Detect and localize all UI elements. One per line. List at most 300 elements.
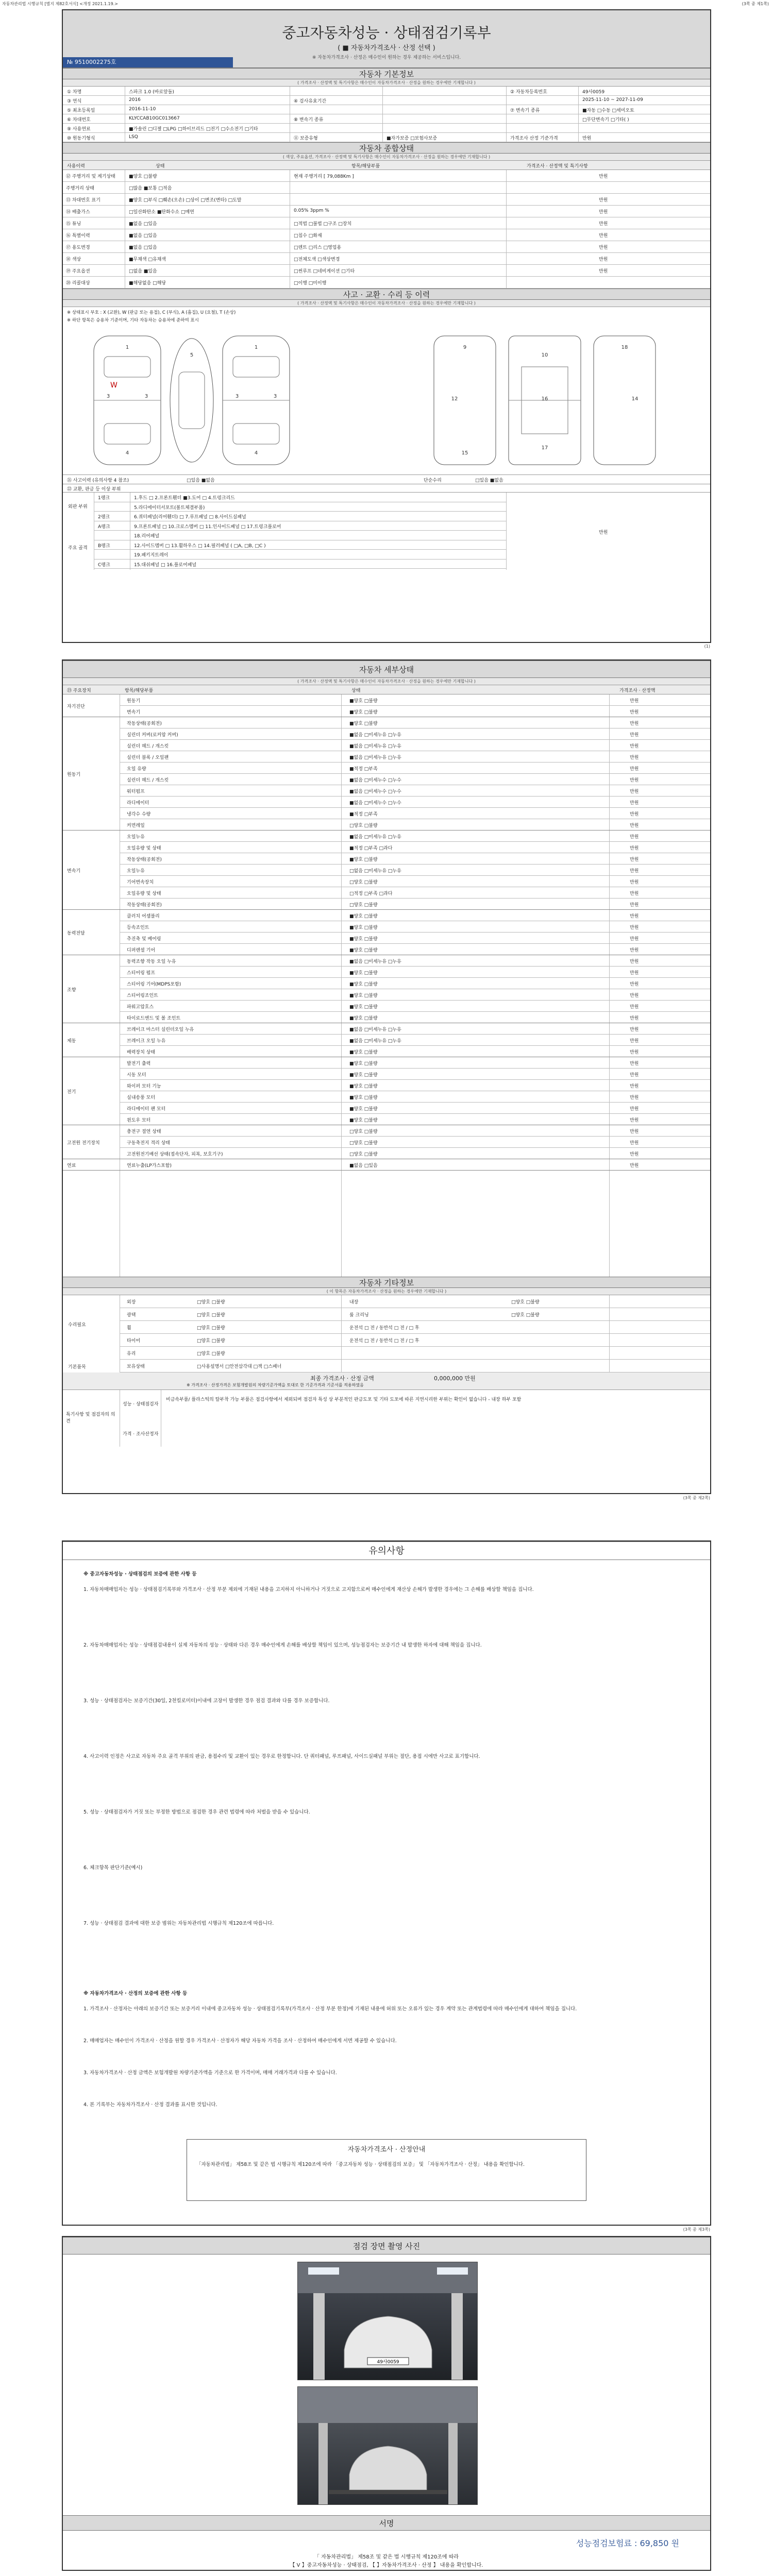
other-item-name: 외장 xyxy=(127,1300,136,1305)
detail-state: ■양호 □불량 xyxy=(349,971,378,976)
other-item-name: 타이어 xyxy=(127,1338,141,1344)
other-heading: 자동차 기타정보 xyxy=(63,1277,710,1288)
diagram-part-number: 12 xyxy=(451,396,458,402)
detail-part: 동력조향 작동 오일 누유 xyxy=(127,959,176,964)
other-item-name-2: 룸 크리닝 xyxy=(349,1313,369,1318)
detail-row xyxy=(120,1103,710,1114)
other-row xyxy=(120,1360,710,1372)
basic-v1: 2016-11-10 xyxy=(129,107,156,112)
total-price-note: ※ 가격조사 · 산정가격은 보험개발원의 차량기준가액을 토대로 한 기준가격과 기준서를 적용하였음 xyxy=(187,1383,364,1387)
detail-row xyxy=(120,808,710,819)
detail-table xyxy=(63,694,710,1277)
detail-state: ■양호 □불량 xyxy=(349,710,378,715)
basic-info-row xyxy=(63,96,710,105)
detail-row xyxy=(120,1046,710,1057)
other-row xyxy=(120,1334,710,1347)
detail-price: 만원 xyxy=(630,1129,639,1134)
summary-item-state: ■없음 □있음 xyxy=(129,222,157,227)
detail-row xyxy=(120,989,710,1001)
summary-table xyxy=(63,170,710,289)
basic-l2: ④ 검사유효기간 xyxy=(294,99,327,104)
summary-item-name: ⑫ 주행거리 및 계기상태 xyxy=(66,174,115,179)
detail-state: ■없음 □미세누수 □누수 xyxy=(349,778,401,783)
accident-legend xyxy=(63,307,710,326)
basic-l1: ③ 연식 xyxy=(67,99,82,104)
diagram-part-number: 3 xyxy=(144,394,148,399)
detail-part: 파워고압호스 xyxy=(127,1005,154,1010)
inspection-photo-front xyxy=(297,2262,478,2380)
basic-l2: ⑧ 변속기 종류 xyxy=(294,117,324,123)
rank-items: 5.라디에이터서포트(볼트체결부품) xyxy=(134,505,205,511)
detail-row xyxy=(120,944,710,955)
rank-row xyxy=(94,560,506,569)
detail-part: 등속조인트 xyxy=(127,925,149,930)
signature-line-1: 「 자동차관리법」 제58조 및 같은 법 시행규칙 제120조에 따라 xyxy=(314,2554,459,2560)
detail-group-divider xyxy=(63,1170,710,1171)
other-item-name: 보유상태 xyxy=(127,1364,145,1369)
detail-state: ■양호 □불량 xyxy=(349,1084,378,1089)
note-paragraph-2: 1. 가격조사 · 산정자는 아래의 보증기간 또는 보증거리 이내에 중고자동차 성능 · 상태점검기록부(가격조사 · 산정 부분 한정)에 기재된 내용에 허위 또는 오류가 있는 경우 계약 또는 관계법령에 따라 매수인에게 대하여 책임을 집니다. xyxy=(83,2006,577,2012)
inspector-label: 성능 · 상태점검자 xyxy=(123,1402,159,1407)
detail-price: 만원 xyxy=(630,1118,639,1123)
detail-row xyxy=(120,865,710,876)
notes-sub2: ※ 자동차가격조사 · 산정의 보증에 관한 사항 등 xyxy=(83,1991,188,1996)
detail-price: 만원 xyxy=(630,993,639,998)
basic-info-row xyxy=(63,114,710,124)
detail-row xyxy=(120,1159,710,1171)
detail-price: 만원 xyxy=(630,733,639,738)
diagram-part-number: 9 xyxy=(463,345,467,350)
detail-price: 만원 xyxy=(630,937,639,942)
detail-part: 오일누유 xyxy=(127,835,145,840)
summary-item-state: □많음 ■보통 □적음 xyxy=(129,186,172,191)
diagram-part-number: 1 xyxy=(254,345,258,350)
page-one xyxy=(62,9,711,643)
summary-row xyxy=(63,253,710,265)
basic-info-row xyxy=(63,105,710,114)
detail-state: ■양호 □불량 xyxy=(349,1107,378,1112)
other-note: ( 이 항목은 자동차가격조사 · 산정을 원하는 경우에만 기재합니다 ) xyxy=(63,1288,710,1295)
detail-group-name: 동력전달 xyxy=(67,931,85,936)
accident-legend-line1: ※ 상태표시 부호 : X (교환), W (판금 또는 용접), C (부식), A (흠집), U (요철), T (손상) xyxy=(67,310,236,315)
detail-price: 만원 xyxy=(630,801,639,806)
detail-price: 만원 xyxy=(630,835,639,840)
detail-part: 클러치 어셈블리 xyxy=(127,914,160,919)
basic-v3: 만원 xyxy=(582,136,592,141)
basic-info-row xyxy=(63,87,710,96)
photos-heading: 점검 장면 촬영 사진 xyxy=(63,2237,710,2255)
detail-group-name: 전기 xyxy=(67,1090,76,1095)
detail-price: 만원 xyxy=(630,1084,639,1089)
summary-item-detail: □이행 □미이행 xyxy=(294,281,327,286)
document-subtitle: ( ■ 자동차가격조사 · 산정 선택 ) xyxy=(338,44,435,52)
summary-row xyxy=(63,217,710,229)
summary-item-state: ■해당없음 □해당 xyxy=(129,281,166,286)
detail-part: 오일 유량 xyxy=(127,767,146,772)
page-count: (3쪽 중 제1쪽) xyxy=(742,2,769,6)
detail-price: 만원 xyxy=(630,710,639,715)
detail-row xyxy=(120,1023,710,1035)
detail-part: 작동상태(공회전) xyxy=(127,721,162,726)
basic-v3: 49사0059 xyxy=(582,90,605,95)
rank-name: 1랭크 xyxy=(98,496,110,501)
detail-part: 라디에이터 팬 모터 xyxy=(127,1107,166,1112)
detail-part: 커먼레일 xyxy=(127,823,145,828)
detail-part: 스티어링조인트 xyxy=(127,993,158,998)
basic-info-heading: 자동차 기본정보 xyxy=(63,68,710,79)
summary-item-detail: □썬루프 □네비게이션 □기타 xyxy=(294,269,355,274)
detail-state: ■양호 □불량 xyxy=(349,699,378,704)
detail-state: ■없음 □미세누유 □누유 xyxy=(349,1027,401,1032)
basic-items-label: 기본품목 xyxy=(68,1365,86,1370)
summary-heading: 자동차 종합상태 xyxy=(63,142,710,154)
detail-row xyxy=(120,796,710,808)
summary-item-state: ■양호 □부식 □훼손(오손) □상이 □변조(변타) □도말 xyxy=(129,198,242,203)
total-price-row xyxy=(63,1372,710,1390)
detail-row xyxy=(120,717,710,728)
summary-col-state: 상태 xyxy=(156,164,165,169)
basic-l1: ⑨ 사용연료 xyxy=(67,127,91,132)
basic-info-row xyxy=(63,124,710,133)
detail-state: ■양호 □불량 xyxy=(349,914,378,919)
page-one-number: (1) xyxy=(704,644,710,649)
appraisal-guide-text: 「자동차관리법」 제58조 및 같은 법 시행규칙 제120조에 따라 「중고자동차 성능 · 상태점검의 보증」 및 「자동차가격조사 · 산정」 내용을 확인합니다. xyxy=(196,2162,525,2167)
basic-l3: 가격조사 산정 기준가격 xyxy=(510,136,558,141)
simple-repair-label: 단순수리 xyxy=(424,478,442,483)
summary-item-price: 만원 xyxy=(599,210,608,215)
diagram-part-number: 14 xyxy=(631,396,638,402)
detail-part: 충전구 절연 상태 xyxy=(127,1129,161,1134)
detail-price: 만원 xyxy=(630,914,639,919)
summary-item-name: ⑮ 튜닝 xyxy=(66,222,81,227)
detail-part: 실린더 헤드 / 개스킷 xyxy=(127,744,169,749)
detail-part: 배력장치 상태 xyxy=(127,1050,156,1055)
summary-item-price: 만원 xyxy=(599,257,608,262)
rank-name: A랭크 xyxy=(98,524,110,530)
accident-price: 만원 xyxy=(599,530,608,535)
detail-price: 만원 xyxy=(630,880,639,885)
detail-price: 만원 xyxy=(630,744,639,749)
other-item-name: 유리 xyxy=(127,1351,136,1357)
diagram-part-number: 4 xyxy=(125,450,129,456)
detail-row xyxy=(120,831,710,842)
summary-item-state: ■양호 □불량 xyxy=(129,174,157,179)
summary-item-state: □일산화탄소 ■탄화수소 □매연 xyxy=(129,210,194,215)
detail-part: 윈도우 모터 xyxy=(127,1118,151,1123)
note-paragraph: 1. 자동차매매업자는 성능 · 상태점검기록부와 가격조사 · 산정 부분 제외에 기재된 내용을 고지하지 아니하거나 거짓으로 고지함으로써 매수인에게 재산상 손해가 발생한 경우에는 그 손해를 배상할 책임을 집니다. xyxy=(83,1587,534,1592)
rank-row xyxy=(94,493,506,502)
detail-price: 만원 xyxy=(630,925,639,930)
note-paragraph: 2. 자동차매매업자는 성능 · 상태점검내용이 실제 자동차의 성능 · 상태와 다른 경우 매수인에게 손해를 배상할 책임이 있으며, 성능점검자는 보증기간 내 발생한 하자에 대해 책임을 집니다. xyxy=(83,1642,482,1648)
rank-name: 2랭크 xyxy=(98,515,110,520)
rank-row xyxy=(94,521,506,531)
detail-row xyxy=(120,876,710,887)
detail-part: 변속기 xyxy=(127,710,141,715)
detail-row xyxy=(120,1125,710,1137)
summary-item-detail: □침수 □화재 xyxy=(294,233,322,239)
total-price-label: 최종 가격조사 · 산정 금액 xyxy=(310,1375,374,1382)
summary-item-detail: □전체도색 □색상변경 xyxy=(294,257,340,262)
diagram-part-number: 17 xyxy=(541,445,548,451)
appraiser-label: 가격 · 조사산정자 xyxy=(123,1432,159,1437)
basic-v1: KLYCCAB10GC013667 xyxy=(129,116,180,121)
basic-info-row xyxy=(63,133,710,142)
detail-state: ■없음 □미세누수 □누수 xyxy=(349,801,401,806)
detail-price: 만원 xyxy=(630,1039,639,1044)
accident-note: ( 가격조사 · 산정액 및 특기사항은 매수인이 자동차가격조사 · 산정을 원하는 경우에만 기재합니다 ) xyxy=(63,300,710,307)
appraisal-guide-box xyxy=(187,2139,586,2201)
detail-row xyxy=(120,1137,710,1148)
summary-item-state: ■무채색 □유채색 xyxy=(129,257,166,262)
detail-row xyxy=(120,819,710,831)
summary-col-price: 가격조사 · 산정액 및 특기사항 xyxy=(527,164,588,169)
detail-price: 만원 xyxy=(630,1141,639,1146)
frame-title-row xyxy=(63,484,710,493)
rank-items: 19.패키지트레이 xyxy=(134,553,169,558)
detail-price: 만원 xyxy=(630,971,639,976)
simple-repair-value: □있음 ■없음 xyxy=(475,478,503,483)
detail-row xyxy=(120,1148,710,1159)
form-legal-reference: 자동차관리법 시행규칙 [별지 제82호서식] <개정 2021.1.19.> xyxy=(2,2,118,6)
form-top-line xyxy=(0,0,773,7)
summary-item-name: ⑬ 차대번호 표기 xyxy=(66,198,100,203)
detail-col-part: 항목/해당부품 xyxy=(125,688,154,693)
detail-group-name: 변속기 xyxy=(67,869,81,874)
detail-state: □양호 □불량 xyxy=(349,1141,378,1146)
accident-history-value: □있음 ■없음 xyxy=(187,478,215,483)
summary-item-detail: 0.05% 3ppm % xyxy=(294,208,329,213)
accident-history-row xyxy=(63,475,710,484)
summary-item-price: 만원 xyxy=(599,198,608,203)
detail-part: 타이로드엔드 및 볼 조인트 xyxy=(127,1016,181,1021)
other-item-state: □양호 □불량 xyxy=(197,1300,225,1305)
summary-col-part: 항목/해당부품 xyxy=(351,164,380,169)
note-paragraph-2: 4. 본 기록부는 자동차가격조사 · 산정 결과를 표시한 것입니다. xyxy=(83,2102,217,2108)
page-four xyxy=(62,2236,711,2571)
detail-part: 오일누유 xyxy=(127,869,145,874)
summary-item-price: 만원 xyxy=(599,222,608,227)
document-note: ※ 자동차가격조사 · 산정은 매수인이 원하는 경우 제공하는 서비스입니다. xyxy=(312,55,461,60)
detail-row xyxy=(120,1057,710,1069)
detail-part: 시동 모터 xyxy=(127,1073,146,1078)
note-paragraph: 7. 성능 · 상태점검 결과에 대한 보증 범위는 자동차관리법 시행규칙 제120조에 따릅니다. xyxy=(83,1921,274,1926)
other-item-name-2: 내장 xyxy=(349,1300,359,1305)
detail-row xyxy=(120,785,710,796)
detail-price: 만원 xyxy=(630,1095,639,1100)
diagram-part-number: 3 xyxy=(273,394,277,399)
summary-item-price: 만원 xyxy=(599,174,608,179)
inspector-opinion: 비금속부품/ 플라스틱의 탈부착 가능 부품은 점검사항에서 제외되며 점검자 특성 상 부분적인 판금도포 및 기타 도포에 따른 지연시리한 부위는 확인이 없습니다 - 내장 하부 포함 xyxy=(166,1397,522,1402)
detail-state: ■적정 □부족 xyxy=(349,767,378,772)
other-item-state: □양호 □불량 xyxy=(197,1338,225,1344)
detail-row xyxy=(120,1035,710,1046)
basic-v3: 2025-11-10 ~ 2027-11-09 xyxy=(582,97,643,103)
other-row xyxy=(120,1308,710,1321)
summary-item-name: ⑳ 리콜대상 xyxy=(66,281,90,286)
page-three xyxy=(62,1540,711,2226)
detail-header xyxy=(63,685,710,694)
other-item-state: □사용설명서 □안전삼각대 □잭 □스패너 xyxy=(197,1364,282,1369)
detail-state: □양호 □불량 xyxy=(349,823,378,828)
rank-row xyxy=(94,531,506,540)
basic-v1: 스파크 1.0 (바로앞돌) xyxy=(129,90,174,95)
detail-price: 만원 xyxy=(630,1050,639,1055)
detail-row xyxy=(120,694,710,706)
detail-state: ■적정 □부족 xyxy=(349,812,378,817)
detail-price: 만원 xyxy=(630,789,639,794)
detail-row xyxy=(120,921,710,933)
detail-part: 오일유량 및 상태 xyxy=(127,846,161,851)
summary-item-name: ⑭ 배출가스 xyxy=(66,210,90,215)
detail-state: ■없음 □있음 xyxy=(349,1163,378,1168)
damage-mark-door: W xyxy=(110,381,117,389)
detail-state: ■없음 □미세누수 □누수 xyxy=(349,789,401,794)
detail-group-name: 자기진단 xyxy=(67,704,85,709)
basic-v1: 2016 xyxy=(129,97,141,103)
special-notes xyxy=(63,1390,710,1447)
rank-name: C랭크 xyxy=(98,562,110,568)
accident-history-label: ㉑ 사고이력 (유의사항 4 참조) xyxy=(67,478,129,483)
repair-needed-label: 수리필요 xyxy=(68,1323,86,1328)
detail-part: 원동기 xyxy=(127,699,141,704)
basic-l1: ⑤ 최초등록일 xyxy=(67,108,95,113)
detail-price: 만원 xyxy=(630,699,639,704)
detail-part: 작동상태(공회전) xyxy=(127,903,162,908)
detail-price: 만원 xyxy=(630,846,639,851)
page-three-number: (3쪽 중 제3쪽) xyxy=(683,2227,710,2232)
rank-items: 6.쿼터패널(리어휀더) □ 7.루프패널 □ 8.사이드실패널 xyxy=(134,515,246,520)
basic-info-table xyxy=(63,87,710,142)
signature-line-2: 【 V 】중고자동차성능 · 상태점검, 【 】자동차가격조사 · 산정 】 내용을 확인합니다. xyxy=(290,2563,483,2568)
photo-rear-illustration xyxy=(298,2387,478,2505)
summary-item-price: 만원 xyxy=(599,233,608,239)
detail-row xyxy=(120,1114,710,1125)
basic-l3: ② 자동차등록번호 xyxy=(510,90,547,95)
detail-price: 만원 xyxy=(630,891,639,896)
detail-state: ■양호 □불량 xyxy=(349,937,378,942)
detail-price: 만원 xyxy=(630,959,639,964)
summary-item-name: ⑲ 주요옵션 xyxy=(66,269,90,274)
detail-state: □양호 □불량 xyxy=(349,880,378,885)
basic-v3: ■자동 □수동 □세미오토 xyxy=(582,108,634,113)
detail-state: ■없음 □미세누유 □누유 xyxy=(349,1039,401,1044)
detail-price: 만원 xyxy=(630,982,639,987)
detail-row xyxy=(120,978,710,989)
detail-note: ( 가격조사 · 산정액 및 특기사항은 매수인이 자동차가격조사 · 산정을 원하는 경우에만 기재합니다 ) xyxy=(63,678,710,685)
detail-price: 만원 xyxy=(630,869,639,874)
frame-title: ㉒ 교환, 판금 등 이상 부위 xyxy=(67,487,121,492)
note-paragraph: 5. 성능 · 상태점검자가 거짓 또는 부정한 방법으로 점검한 경우 관련 법령에 따라 처벌을 받을 수 있습니다. xyxy=(83,1809,310,1815)
detail-price: 만원 xyxy=(630,1152,639,1157)
summary-row xyxy=(63,182,710,194)
summary-item-name: ⑱ 색상 xyxy=(66,257,81,262)
detail-part: 워터펌프 xyxy=(127,789,145,794)
outer-panel-label: 외판 부위 xyxy=(68,504,88,510)
detail-col-state: 상태 xyxy=(351,688,361,693)
other-row xyxy=(120,1347,710,1360)
other-table xyxy=(63,1295,710,1372)
detail-group-name: 고전원 전기장치 xyxy=(67,1141,100,1146)
detail-row xyxy=(120,706,710,717)
detail-row xyxy=(120,1091,710,1103)
detail-price: 만원 xyxy=(630,1107,639,1112)
detail-state: ■양호 □불량 xyxy=(349,1118,378,1123)
detail-price: 만원 xyxy=(630,903,639,908)
detail-group-name: 연료 xyxy=(67,1163,76,1168)
notes-heading: 유의사항 xyxy=(63,1541,710,1560)
detail-row xyxy=(120,751,710,762)
diagram-part-number: 4 xyxy=(254,450,258,456)
detail-state: ■양호 □불량 xyxy=(349,993,378,998)
detail-state: □없음 □미세누유 □누유 xyxy=(349,869,401,874)
rank-row xyxy=(94,502,506,512)
rank-table xyxy=(63,493,710,570)
detail-col-device: ㉓ 주요장치 xyxy=(67,688,91,693)
detail-row xyxy=(120,1012,710,1023)
other-item-state: □양호 □불량 xyxy=(197,1313,225,1318)
detail-row xyxy=(120,853,710,865)
page-two xyxy=(62,659,711,1494)
basic-info-note: ( 가격조사 · 산정액 및 특기사항은 매수인이 자동차가격조사 · 산정을 원하는 경우에만 기재합니다 ) xyxy=(63,79,710,87)
basic-l1: ① 차명 xyxy=(67,90,82,95)
detail-state: ■없음 □미세누유 □누유 xyxy=(349,744,401,749)
detail-part: 냉각수 수량 xyxy=(127,812,151,817)
detail-part: 라디에이터 xyxy=(127,801,149,806)
detail-row xyxy=(120,1001,710,1012)
detail-part: 기어변속장치 xyxy=(127,880,154,885)
rank-items: 12.사이드멤버 □ 13.휠하우스 □ 14.필러패널 ( □A, □B, □C ) xyxy=(134,543,266,549)
detail-part: 구동축전지 격리 상태 xyxy=(127,1141,170,1146)
basic-l1: ⑩ 원동기형식 xyxy=(67,136,95,141)
diagram-part-number: 15 xyxy=(461,450,468,456)
summary-item-detail: □적법 □불법 □구조 □장치 xyxy=(294,222,352,227)
detail-row xyxy=(120,955,710,967)
detail-row xyxy=(120,728,710,740)
notes-sub1: ※ 중고자동차성능 · 상태점검의 보증에 관한 사항 등 xyxy=(83,1571,197,1577)
detail-part: 브레이크 마스터 실린더오일 누유 xyxy=(127,1027,194,1032)
summary-item-state: □없음 ■있음 xyxy=(129,269,157,274)
summary-item-name: 주행거리 상태 xyxy=(66,186,95,191)
note-paragraph: 6. 체크항목 판단기준(예시) xyxy=(83,1865,143,1871)
basic-v2: ■자가보증 □보험사보증 xyxy=(386,136,438,141)
document-header xyxy=(63,10,710,68)
detail-price: 만원 xyxy=(630,1163,639,1168)
detail-state: ■없음 □미세누유 □누유 xyxy=(349,835,401,840)
other-item-name: 휠 xyxy=(127,1326,131,1331)
page-two-number: (3쪽 중 제2쪽) xyxy=(683,1496,710,1500)
summary-item-detail: □렌트 □리스 □영업용 xyxy=(294,245,342,250)
other-row xyxy=(120,1295,710,1308)
frame-label: 주요 골격 xyxy=(68,546,88,551)
inspection-photo-rear xyxy=(297,2386,478,2505)
detail-part: 실내송풍 모터 xyxy=(127,1095,156,1100)
other-item-state-2: □양호 □불량 xyxy=(511,1300,540,1305)
detail-row xyxy=(120,842,710,853)
diagram-part-number: 16 xyxy=(541,396,548,402)
document-title: 중고자동차성능 · 상태점검기록부 xyxy=(282,24,491,41)
rank-row xyxy=(94,540,506,550)
detail-state: ■없음 □미세누유 □누유 xyxy=(349,959,401,964)
summary-row xyxy=(63,194,710,206)
detail-group-name: 원동기 xyxy=(67,772,81,777)
plate-text-front: 49사0059 xyxy=(377,2360,399,2365)
detail-row xyxy=(120,887,710,899)
note-paragraph-2: 3. 자동차가격조사 · 산정 금액은 보험개발원 차량기준가액을 기준으로 한 가격이며, 매매 거래가격과 다를 수 있습니다. xyxy=(83,2070,337,2076)
rank-items: 15.대쉬패널 □ 16.플로어패널 xyxy=(134,562,197,568)
note-paragraph: 4. 사고이력 인정은 사고로 자동차 주요 골격 부위의 판금, 용접수리 및 교환이 있는 경우로 한정합니다. 단 쿼터패널, 루프패널, 사이드실패널 부위는 절단, 용접 시에만 사고로 표기합니다. xyxy=(83,1754,480,1759)
document-number: № 9510002275호 xyxy=(63,57,233,67)
detail-part: 와이퍼 모터 기능 xyxy=(127,1084,161,1089)
